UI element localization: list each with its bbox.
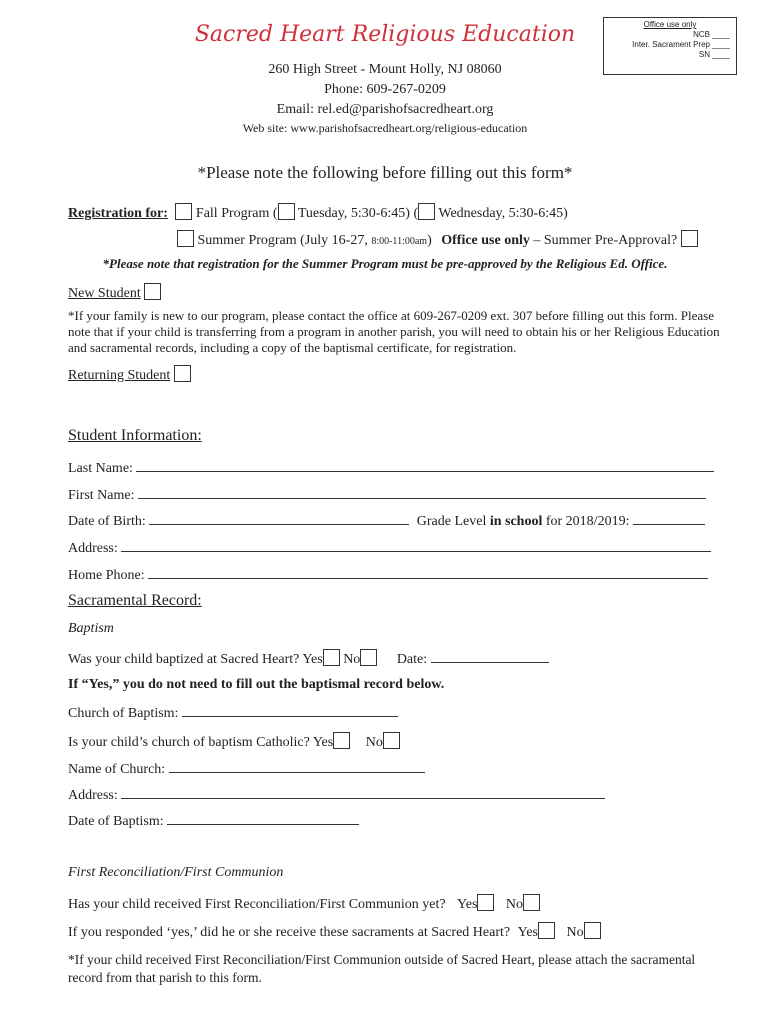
office-use-box (603, 17, 737, 75)
sacramental-heading: Sacramental Record: (68, 592, 202, 609)
first-name-field[interactable] (138, 486, 706, 499)
baptized-yes-checkbox[interactable] (323, 649, 340, 666)
registration-label: Registration for: (68, 206, 168, 221)
pre-approval-label: – Summer Pre-Approval? (533, 233, 678, 248)
baptized-row (68, 649, 549, 668)
dob-label: Date of Birth: (68, 514, 146, 529)
fall-program-checkbox[interactable] (175, 203, 192, 220)
dob-field[interactable] (149, 512, 409, 525)
first-name-row (68, 486, 706, 504)
catholic-yes-label: Yes (312, 735, 334, 750)
pre-approval-checkbox[interactable] (681, 230, 698, 247)
grade-field[interactable] (633, 512, 705, 525)
fc-sh-no-checkbox[interactable] (584, 922, 601, 939)
office-box-ncb: NCB ____ (693, 30, 730, 39)
tuesday-checkbox[interactable] (278, 203, 295, 220)
website-link[interactable]: www.parishofsacredheart.org/religious-education (290, 121, 528, 135)
office-box-inter: Inter. Sacrament Prep ____ (632, 40, 730, 49)
catholic-no-checkbox[interactable] (383, 732, 400, 749)
grade-label: Grade Level (416, 514, 487, 529)
fc-sh-no-label: No (566, 925, 584, 940)
form-notice: *Please note the following before filling out this form* (197, 163, 573, 182)
grade-in-school: in school (489, 514, 543, 529)
church-baptism-label: Church of Baptism: (68, 706, 179, 721)
grade-year: for 2018/2019: (545, 514, 630, 529)
fc-received-row (68, 894, 540, 913)
summer-close: ) (427, 233, 432, 248)
returning-student-checkbox[interactable] (174, 365, 191, 382)
home-phone-field[interactable] (148, 566, 708, 579)
fall-program-label: Fall Program ( (195, 206, 278, 221)
last-name-label: Last Name: (68, 461, 133, 476)
wednesday-label: Wednesday, 5:30-6:45) (438, 206, 568, 221)
website-label: Web site: (242, 121, 288, 135)
new-student-checkbox[interactable] (144, 283, 161, 300)
website-line (0, 121, 770, 136)
fc-sh-yes-checkbox[interactable] (538, 922, 555, 939)
home-phone-row (68, 566, 708, 584)
office-box-title: Office use only (643, 20, 697, 29)
home-phone-label: Home Phone: (68, 568, 145, 583)
baptized-date-field[interactable] (431, 650, 549, 663)
fc-no-checkbox[interactable] (523, 894, 540, 911)
address-label: Address: (68, 541, 118, 556)
fc-sacred-heart-row (68, 922, 601, 941)
date-of-baptism-row (68, 812, 359, 830)
returning-student-label: Returning Student (68, 368, 171, 383)
address-field[interactable] (121, 539, 711, 552)
baptized-no-label: No (343, 652, 361, 667)
address-line: 260 High Street - Mount Holly, NJ 08060 (268, 62, 502, 77)
page-title: Sacred Heart Religious Education (194, 22, 576, 47)
fc-no-label: No (505, 897, 524, 912)
summer-program-label: Summer Program (July 16-27, (197, 233, 368, 248)
baptism-heading: Baptism (68, 621, 114, 636)
summer-note: *Please note that registration for the Summer Program must be pre-approved by the Religious Ed. Office. (102, 256, 668, 271)
summer-program-checkbox[interactable] (177, 230, 194, 247)
name-of-church-label: Name of Church: (68, 762, 166, 777)
new-student-row (68, 283, 161, 302)
registration-row (68, 203, 568, 222)
catholic-yes-checkbox[interactable] (333, 732, 350, 749)
name-of-church-field[interactable] (169, 760, 425, 773)
if-yes-note: If “Yes,” you do not need to fill out the baptismal record below. (68, 677, 445, 692)
dob-row (68, 512, 705, 530)
catholic-question: Is your child’s church of baptism Catholic? (68, 735, 310, 750)
name-of-church-row (68, 760, 425, 778)
fc-note: *If your child received First Reconciliation/First Communion outside of Sacred Heart, please attach the sacramental record from that parish to this form. (68, 952, 696, 985)
fc-yes-checkbox[interactable] (477, 894, 494, 911)
baptized-date-label: Date: (396, 652, 428, 667)
email-line: Email: rel.ed@parishofsacredheart.org (276, 102, 494, 117)
date-of-baptism-label: Date of Baptism: (68, 814, 164, 829)
fc-received-question: Has your child received First Reconciliation/First Communion yet? (68, 897, 446, 912)
church-address-row (68, 786, 605, 804)
student-info-heading: Student Information: (68, 427, 202, 444)
first-communion-heading: First Reconciliation/First Communion (68, 865, 284, 880)
baptized-no-checkbox[interactable] (360, 649, 377, 666)
office-use-label: Office use only (441, 233, 530, 248)
summer-row (177, 230, 698, 249)
church-baptism-row (68, 704, 398, 722)
baptized-yes-label: Yes (302, 652, 323, 667)
catholic-row (68, 732, 400, 751)
first-name-label: First Name: (68, 488, 135, 503)
catholic-no-label: No (365, 735, 383, 750)
last-name-row (68, 459, 714, 477)
date-of-baptism-field[interactable] (167, 812, 359, 825)
church-address-field[interactable] (121, 786, 605, 799)
address-row (68, 539, 711, 557)
wednesday-checkbox[interactable] (418, 203, 435, 220)
fc-yes-label: Yes (457, 897, 478, 912)
baptized-question: Was your child baptized at Sacred Heart? (68, 652, 300, 667)
office-box-sn: SN ____ (698, 50, 730, 59)
fc-sh-yes-label: Yes (517, 925, 538, 940)
fc-sacred-heart-question: If you responded ‘yes,’ did he or she receive these sacraments at Sacred Heart? (68, 925, 511, 940)
returning-student-row (68, 365, 191, 384)
tuesday-label: Tuesday, 5:30-6:45) ( (297, 206, 419, 221)
last-name-field[interactable] (136, 459, 714, 472)
summer-time: 8:00-11:00am (371, 236, 428, 247)
church-baptism-field[interactable] (182, 704, 398, 717)
phone-line: Phone: 609-267-0209 (324, 82, 446, 97)
new-student-label: New Student (68, 286, 141, 301)
new-student-text: *If your family is new to our program, please contact the office at 609-267-0209 ext. 307 before filling out this form. Please note that if your child is transferring from a program in another parish, you will need to obtain his or her Religious Education and sacramental records, including a copy of the baptismal certificate, for registration. (68, 308, 720, 355)
church-address-label: Address: (68, 788, 118, 803)
